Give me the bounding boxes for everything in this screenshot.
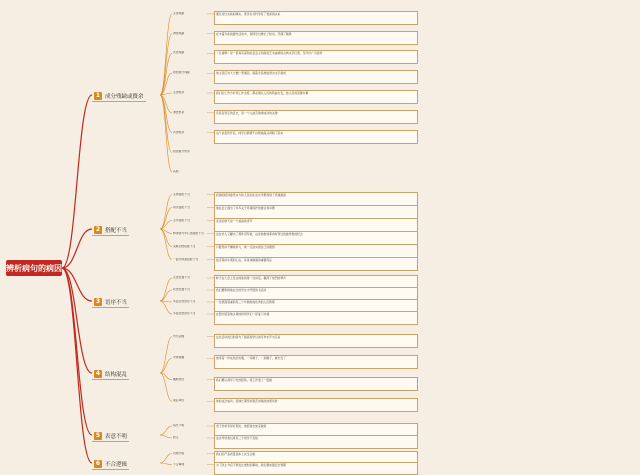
connector (160, 95, 172, 172)
example-sentence: 一位德高望重的有三十年教龄的优秀的人民教师 (214, 299, 418, 313)
sub-topic: 主语残缺 (173, 11, 185, 15)
branch-3 (92, 296, 129, 308)
sub-topic: 谓语残缺 (173, 31, 185, 35)
sub-topic: 多层状语语序不当 (173, 312, 196, 315)
branch-label: 语序不当 (105, 299, 128, 306)
example-sentence: 只要坚持不懈地努力，就一定能实现自己的理想 (214, 244, 418, 258)
example-sentence: 有没有坚定的意志，是一个人能否取得成功的关键 (214, 110, 418, 124)
sub-topic: 不合事理 (173, 462, 185, 466)
sub-topic: 其他 (173, 170, 179, 174)
example-sentence: 这次考试我们班有三个同学不及格 (214, 435, 418, 449)
sub-topic: 一面与两面搭配不当 (173, 257, 199, 261)
connector (160, 373, 172, 401)
sub-topic: 藕断丝连 (173, 377, 185, 381)
connector (160, 290, 172, 301)
branch-5 (92, 430, 129, 442)
example-sentence: 通过对比实验的事实，使学生对科学有了更深的认识 (214, 11, 418, 25)
sub-topic: 歧义 (173, 436, 179, 439)
sub-topic: 多层定语语序不当 (173, 300, 196, 303)
example-sentence: 这次活动的目的是为了提高同学们的写作水平为宗旨 (214, 334, 418, 348)
example-sentence: 在丰富多彩的课外活动中，使同学们增长了知识，开阔了眼界 (214, 31, 418, 45)
sub-topic: 关联词语搭配不当 (173, 244, 196, 248)
connector (160, 454, 172, 464)
example-sentence: 我们要认真学习先进经验，使工作更上一层楼 (214, 377, 418, 391)
connector (62, 95, 92, 268)
connector (160, 337, 172, 373)
branch-label: 搭配不当 (105, 227, 128, 234)
sub-topic: 中途易辙 (173, 356, 185, 360)
sub-topic: 主宾搭配不当 (173, 218, 190, 222)
connector (160, 195, 172, 230)
sub-topic: 动宾搭配不当 (173, 205, 190, 209)
branch-number: 1 (95, 92, 101, 99)
example-sentence: 我们的产品质量基本上完全合格 (214, 451, 418, 464)
connector (62, 268, 92, 435)
example-sentence: 他穿着一件灰色的衣服，一双鞋子，一顶帽子，就出发了 (214, 355, 418, 369)
branch-number: 2 (95, 226, 101, 233)
sub-topic: 附加成分残缺 (173, 71, 190, 75)
sub-topic: 定语位置不当 (173, 276, 190, 279)
example-sentence: 为了防止今后不再发生类似的事故，我们要加强安全管理 (214, 462, 418, 475)
example-sentence: 我们要积极地在全校学生中开展读书活动 (214, 287, 418, 301)
example-sentence: 他主张应该大力推广普通话，提高全民族的语言文字素质 (214, 70, 418, 84)
branch-number: 4 (95, 370, 101, 377)
example-sentence: 在图书馆里他认真地和同学们一起复习功课 (214, 311, 418, 325)
branch-number: 3 (95, 298, 101, 305)
connector (62, 268, 92, 463)
sub-topic: 指代不明 (173, 424, 185, 427)
example-sentence: 北京的秋天是一个美丽的季节 (214, 218, 418, 232)
example-sentence: 昨天在大会上发言的他的第一次讲话，赢得了热烈的掌声 (214, 275, 418, 289)
example-sentence: 能否保持乐观的心态，是身体健康的重要保证 (214, 257, 418, 271)
connector (160, 358, 172, 373)
example-sentence: 《红楼梦》是一部具有深刻社会意义和高度艺术成就的古典文学巨著，至今仍广为流传 (214, 50, 418, 64)
connector (160, 34, 172, 95)
sub-topic: 宾语残缺 (173, 51, 185, 55)
branch-label: 成分残缺或赘余 (105, 93, 144, 100)
sub-topic: 主语赘余 (173, 91, 185, 94)
connector (160, 463, 172, 465)
branch-label: 表意不明 (105, 433, 128, 440)
sub-topic: 前后牵连 (173, 399, 185, 403)
connector (160, 426, 172, 435)
sub-topic: 修饰语与中心语搭配不当 (173, 231, 204, 235)
root-node: 辨析病句的病因 (6, 260, 62, 276)
example-sentence: 我国的经济建设实力和人民的生活水平都得到了迅速提高 (214, 192, 418, 206)
example-sentence: 我们的工作方针和工作态度，都必须从人民的利益出发，按人民的需要办事 (214, 90, 418, 104)
sub-topic: 句式杂糅 (173, 334, 185, 338)
sub-topic: 状语位置不当 (173, 288, 190, 291)
example-sentence: 这个消息传开后，同学们都情不自禁地高兴得跳了起来 (214, 130, 418, 144)
branch-1 (92, 90, 146, 102)
connector (160, 301, 172, 314)
example-sentence: 这位老人又翻出了那件旧军装，这是他参加革命时穿过的最珍贵的纪念 (214, 231, 418, 245)
branch-6 (92, 458, 129, 470)
sub-topic: 主谓搭配不当 (173, 192, 190, 196)
connector (160, 95, 172, 133)
branch-label: 不合逻辑 (105, 461, 128, 468)
branch-number: 5 (95, 432, 101, 439)
sub-topic: 附加成分赘余 (173, 150, 190, 154)
sub-topic: 宾语赘余 (173, 130, 185, 134)
branch-label: 结构混乱 (105, 371, 128, 378)
branch-2 (92, 224, 129, 236)
connector (160, 278, 172, 301)
sub-topic: 谓语赘余 (173, 110, 185, 114)
example-sentence: 他的这次成功，是他长期坚持刻苦训练的结果所致 (214, 398, 418, 412)
connector (160, 435, 172, 438)
branch-4 (92, 368, 129, 380)
sub-topic: 自相矛盾 (173, 451, 185, 455)
branch-number: 6 (95, 460, 101, 467)
example-sentence: 老王和老李是好朋友，他经常去他家做客 (214, 423, 418, 437)
example-sentence: 他在会上提出了许多关于环境保护的建议和问题 (214, 205, 418, 219)
